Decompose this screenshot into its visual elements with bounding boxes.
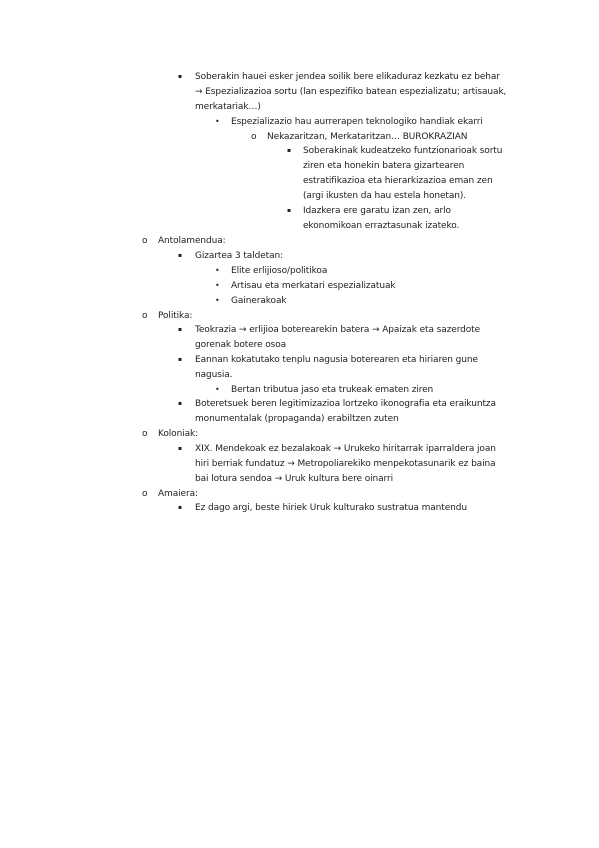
- circle-bullet-icon: o: [142, 429, 148, 439]
- text-line: bai lotura sendoa → Uruk kultura bere oinarri: [195, 474, 393, 484]
- text-line: Gizartea 3 taldetan:: [195, 251, 284, 261]
- text-line: Artisau eta merkatari espezializatuak: [231, 281, 396, 291]
- text-line: Soberakinak kudeatzeko funtzionarioak sortu: [303, 146, 503, 156]
- text-line: nagusia.: [195, 370, 233, 380]
- text-line: ekonomikoan erraztasunak izateko.: [303, 221, 460, 231]
- square-bullet-icon: ▪: [178, 400, 183, 407]
- circle-bullet-icon: o: [142, 236, 148, 246]
- text-line: Idazkera ere garatu izan zen, arlo: [303, 206, 451, 216]
- dot-bullet-icon: •: [215, 117, 220, 126]
- square-bullet-icon: ▪: [287, 147, 292, 154]
- square-bullet-icon: ▪: [178, 252, 183, 259]
- text-line: XIX. Mendekoak ez bezalakoak → Urukeko hiritarrak iparraldera joan: [195, 444, 496, 454]
- dot-bullet-icon: •: [215, 385, 220, 394]
- dot-bullet-icon: •: [215, 281, 220, 290]
- square-bullet-icon: ▪: [178, 326, 183, 333]
- text-line: → Espezializazioa sortu (lan espezifiko batean espezializatu; artisauak,: [195, 87, 507, 97]
- section-heading: Antolamendua:: [158, 236, 226, 246]
- text-line: Nekazaritzan, Merkataritzan… BUROKRAZIAN: [267, 132, 468, 142]
- text-line: gorenak botere osoa: [195, 340, 287, 350]
- text-line: hiri berriak fundatuz → Metropoliarekiko menpekotasunarik ez baina: [195, 459, 496, 469]
- text-line: Gainerakoak: [231, 296, 287, 306]
- text-line: Boteretsuek beren legitimizazioa lortzeko ikonografia eta eraikuntza: [195, 399, 496, 409]
- text-line: estratifikazioa eta hierarkizazioa eman zen: [303, 176, 493, 186]
- text-line: Bertan tributua jaso eta trukeak ematen ziren: [231, 385, 434, 395]
- text-line: merkatariak…): [195, 102, 261, 112]
- dot-bullet-icon: •: [215, 266, 220, 275]
- text-line: Ez dago argi, beste hiriek Uruk kulturako sustratua mantendu: [195, 503, 467, 513]
- square-bullet-icon: ▪: [178, 356, 183, 363]
- section-heading: Amaiera:: [158, 489, 198, 499]
- circle-bullet-icon: o: [142, 489, 148, 499]
- text-line: monumentalak (propaganda) erabiltzen zuten: [195, 414, 399, 424]
- text-line: Espezializazio hau aurrerapen teknologiko handiak ekarri: [231, 117, 483, 127]
- square-bullet-icon: ▪: [178, 73, 183, 80]
- text-line: Teokrazia → erlijioa boterearekin batera → Apaizak eta sazerdote: [195, 325, 481, 335]
- circle-bullet-icon: o: [251, 132, 257, 142]
- dot-bullet-icon: •: [215, 296, 220, 305]
- section-heading: Koloniak:: [158, 429, 199, 439]
- text-line: Soberakin hauei esker jendea soilik bere elikaduraz kezkatu ez behar: [195, 72, 500, 82]
- square-bullet-icon: ▪: [178, 504, 183, 511]
- section-heading: Politika:: [158, 311, 193, 321]
- text-line: ziren eta honekin batera gizartearen: [303, 161, 465, 171]
- text-line: Elite erlijioso/politikoa: [231, 266, 328, 276]
- circle-bullet-icon: o: [142, 311, 148, 321]
- square-bullet-icon: ▪: [178, 445, 183, 452]
- text-line: Eannan kokatutako tenplu nagusia boterearen eta hiriaren gune: [195, 355, 478, 365]
- text-line: (argi ikusten da hau estela honetan).: [303, 191, 467, 201]
- square-bullet-icon: ▪: [287, 207, 292, 214]
